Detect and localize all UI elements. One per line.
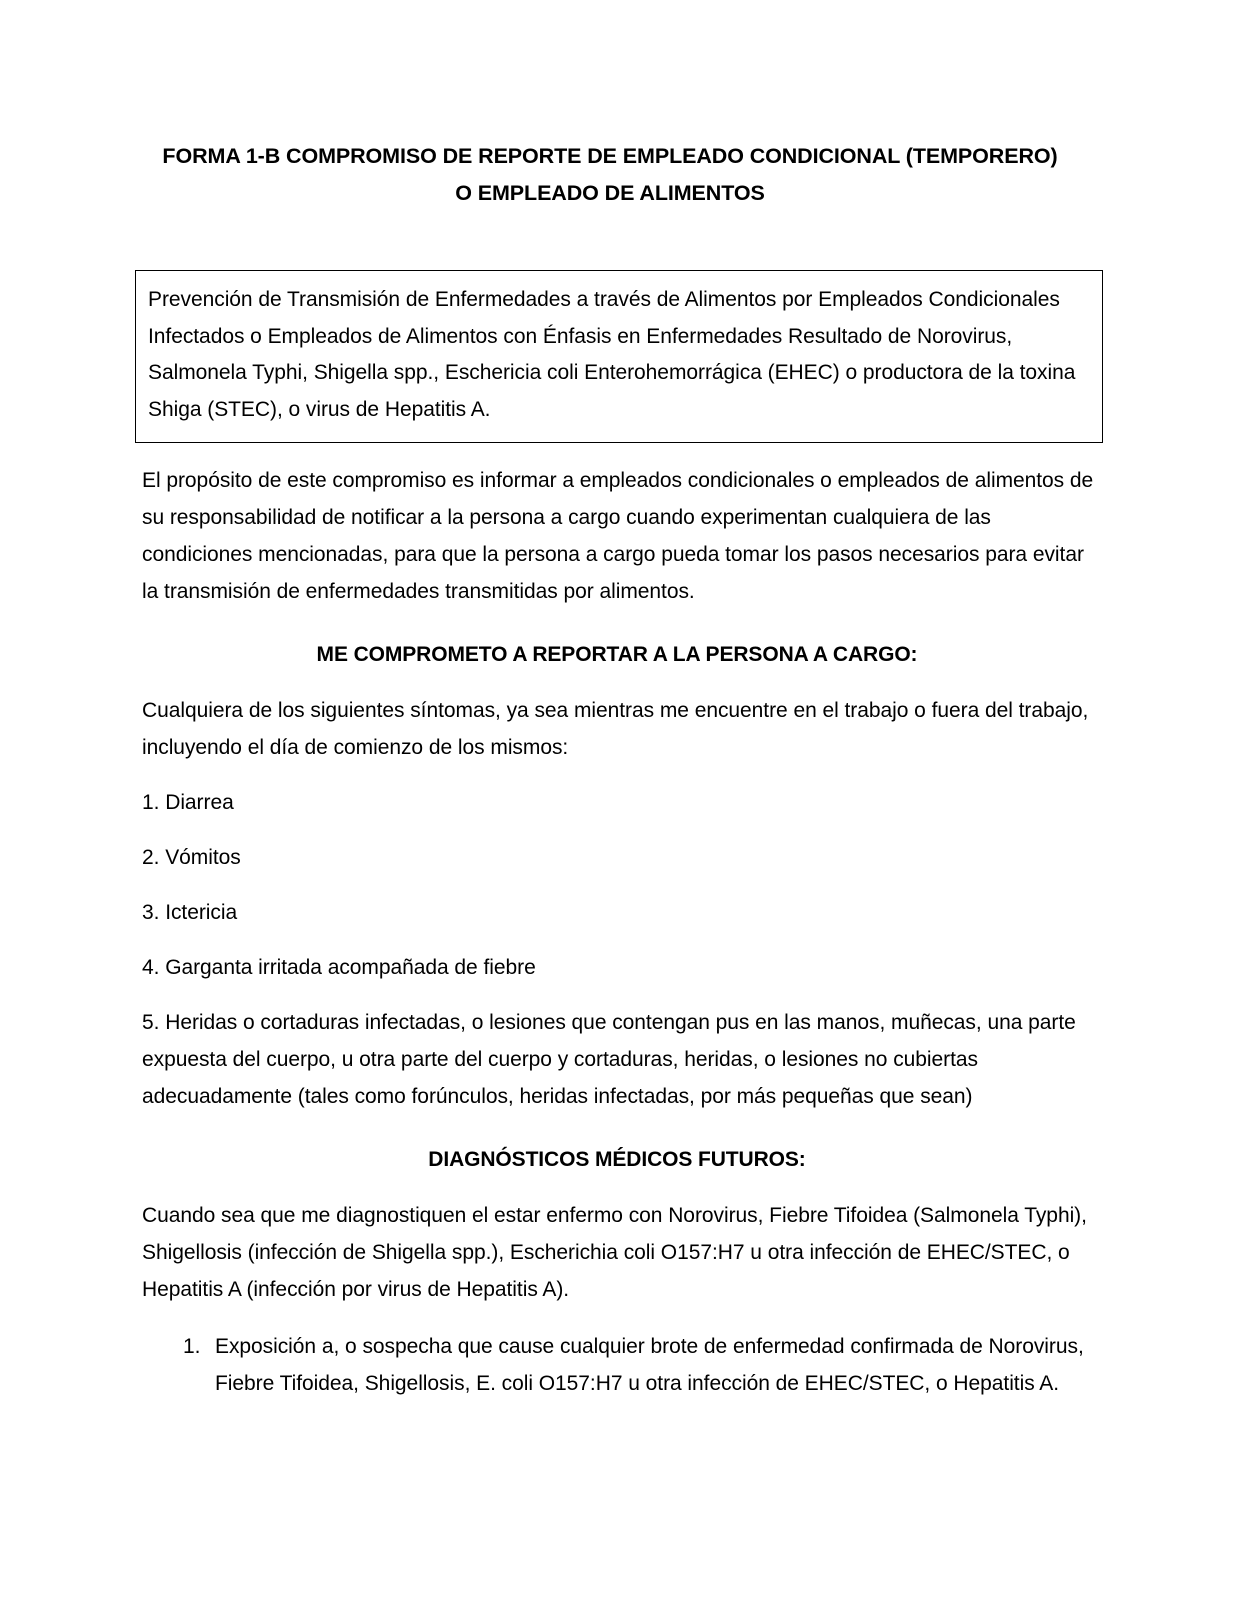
symptom-list	[142, 766, 1104, 1115]
commitment-lead-paragraph: Cualquiera de los siguientes síntomas, ya sea mientras me encuentre en el trabajo o fuera del trabajo, incluyendo el día de comienzo de los mismos:	[142, 699, 1089, 759]
section-heading-diagnoses: DIAGNÓSTICOS MÉDICOS FUTUROS:	[428, 1148, 806, 1171]
document-content	[142, 0, 1104, 1402]
list-item: 4. Garganta irritada acompañada de fiebre	[142, 956, 536, 979]
page-title: FORMA 1-B COMPROMISO DE REPORTE DE EMPLEADO CONDICIONAL (TEMPORERO) O EMPLEADO DE ALIMENTOS	[162, 144, 1058, 205]
diagnoses-lead-paragraph: Cuando sea que me diagnostiquen el estar enfermo con Norovirus, Fiebre Tifoidea (Salmonela Typhi), Shigellosis (infección de Shigella spp.), Escherichia coli O157:H7 u otra infección de EHEC/STEC, o Hepatitis A (infección por virus de Hepatitis A).	[142, 1204, 1087, 1301]
list-item: 3. Ictericia	[142, 901, 238, 924]
section-heading-commitment: ME COMPROMETO A REPORTAR A LA PERSONA A CARGO:	[316, 643, 918, 666]
list-item-marker: 1.	[183, 1335, 201, 1358]
intro-paragraph: El propósito de este compromiso es informar a empleados condicionales o empleados de alimentos de su responsabilidad de notificar a la persona a cargo cuando experimentan cualquiera de las condiciones mencionadas, para que la persona a cargo pueda tomar los pasos necesarios para evitar la transmisión de enfermedades transmitidas por alimentos.	[142, 469, 1094, 603]
notice-box-text: Prevención de Transmisión de Enfermedades a través de Alimentos por Empleados Condicionales Infectados o Empleados de Alimentos con Énfasis en Enfermedades Resultado de Norovirus, Salmonela Typhi, Shigella spp., Eschericia coli Enterohemorrágica (EHEC) o productora de la toxina Shiga (STEC), o virus de Hepatitis A.	[148, 288, 1076, 421]
notice-box	[135, 270, 1103, 443]
list-item: 5. Heridas o cortaduras infectadas, o lesiones que contengan pus en las manos, muñecas, una parte expuesta del cuerpo, u otra parte del cuerpo y cortaduras, heridas, o lesiones no cubiertas adecuadamente (tales como forúnculos, heridas infectadas, por más pequeñas que sean)	[142, 1011, 1076, 1108]
list-item-text: Exposición a, o sospecha que cause cualquier brote de enfermedad confirmada de Norovirus, Fiebre Tifoidea, Shigellosis, E. coli O157:H7 u otra infección de EHEC/STEC, o Hepatitis A.	[215, 1335, 1084, 1395]
list-item: 1. Diarrea	[142, 791, 234, 814]
diagnoses-list	[142, 1308, 1104, 1402]
list-item	[142, 1328, 1104, 1402]
list-item: 2. Vómitos	[142, 846, 241, 869]
